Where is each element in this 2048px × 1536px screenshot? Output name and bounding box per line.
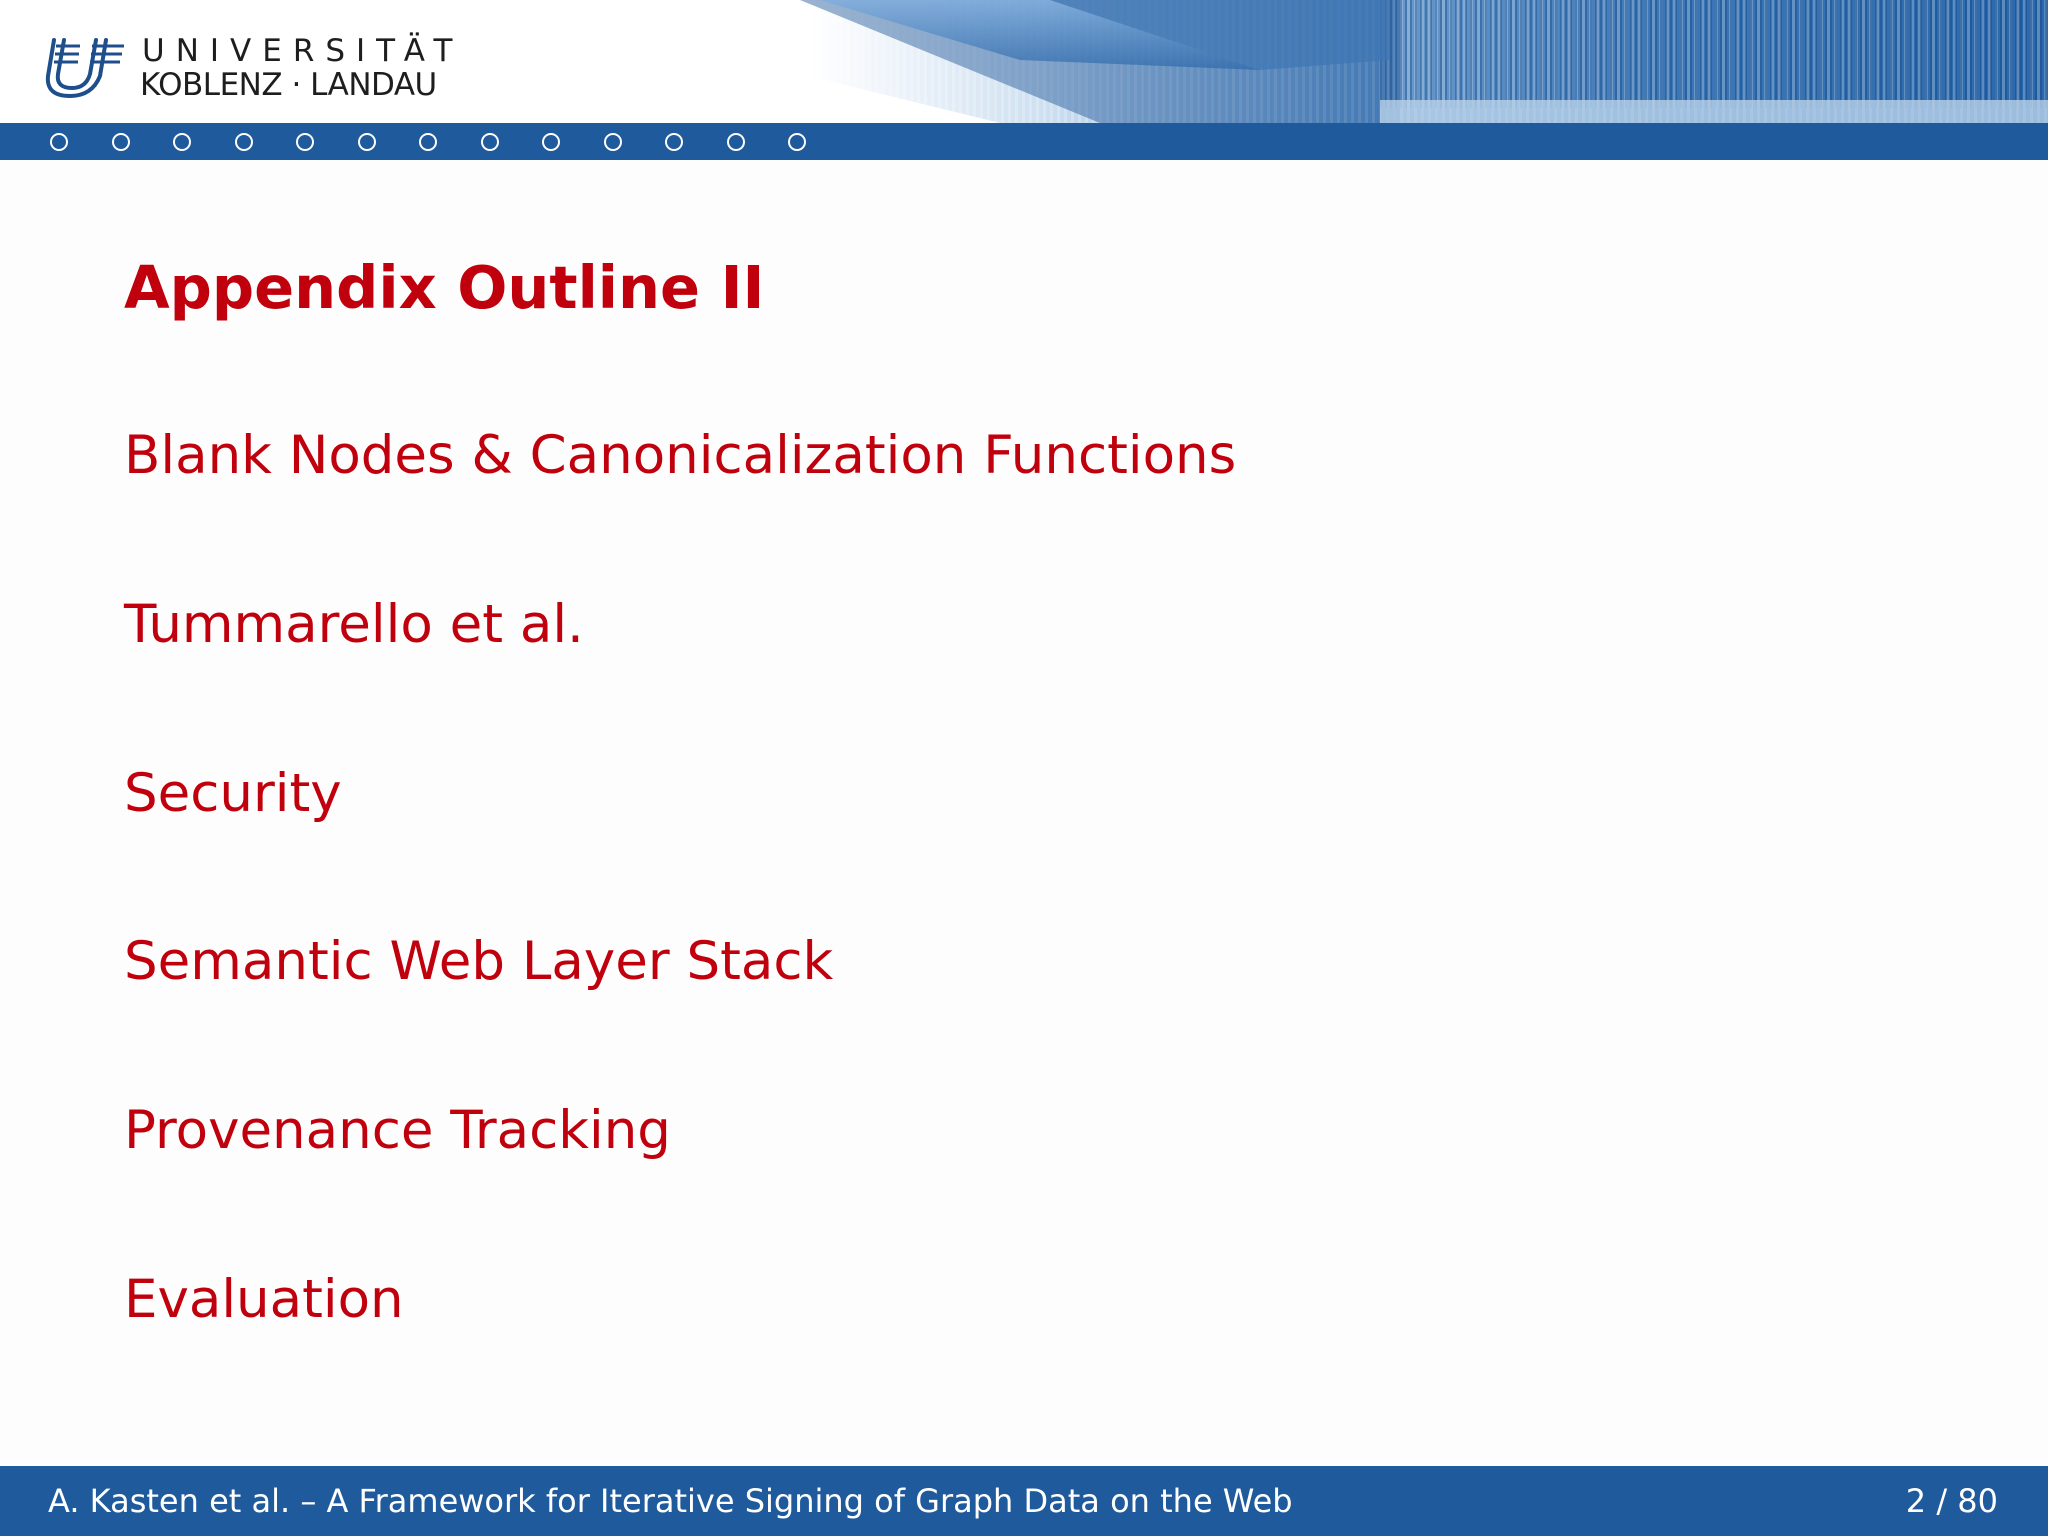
university-emblem-icon: [44, 36, 126, 100]
logo-text-universitaet: UNIVERSITÄT: [142, 33, 464, 69]
nav-dot[interactable]: [727, 133, 745, 151]
nav-dot[interactable]: [665, 133, 683, 151]
outline-item-blank-nodes[interactable]: Blank Nodes & Canonicalization Functions: [124, 425, 1237, 486]
slide-footer: [0, 1466, 2048, 1536]
frame-title: Appendix Outline II: [124, 253, 765, 322]
nav-dot[interactable]: [788, 133, 806, 151]
nav-dot[interactable]: [50, 133, 68, 151]
nav-dot[interactable]: [173, 133, 191, 151]
nav-dot[interactable]: [296, 133, 314, 151]
slide-header: [0, 0, 2048, 123]
nav-dot[interactable]: [112, 133, 130, 151]
outline-item-evaluation[interactable]: Evaluation: [124, 1269, 404, 1330]
nav-dot[interactable]: [542, 133, 560, 151]
nav-dot[interactable]: [419, 133, 437, 151]
nav-dot[interactable]: [235, 133, 253, 151]
nav-dot[interactable]: [604, 133, 622, 151]
outline-item-tummarello[interactable]: Tummarello et al.: [124, 594, 584, 655]
outline-item-security[interactable]: Security: [124, 763, 342, 824]
logo-text-koblenz-landau: KOBLENZ · LANDAU: [140, 67, 437, 103]
outline-item-provenance-tracking[interactable]: Provenance Tracking: [124, 1100, 671, 1161]
nav-dot[interactable]: [358, 133, 376, 151]
footer-author-title: A. Kasten et al. – A Framework for Iterative Signing of Graph Data on the Web: [48, 1482, 1293, 1520]
university-logo[interactable]: [44, 34, 464, 104]
nav-dot[interactable]: [481, 133, 499, 151]
page-number: 2 / 80: [1905, 1482, 1998, 1520]
outline-item-semantic-web-layer-stack[interactable]: Semantic Web Layer Stack: [124, 931, 834, 992]
navigation-bar: [0, 123, 2048, 160]
section-navigation-dots: [50, 123, 850, 160]
